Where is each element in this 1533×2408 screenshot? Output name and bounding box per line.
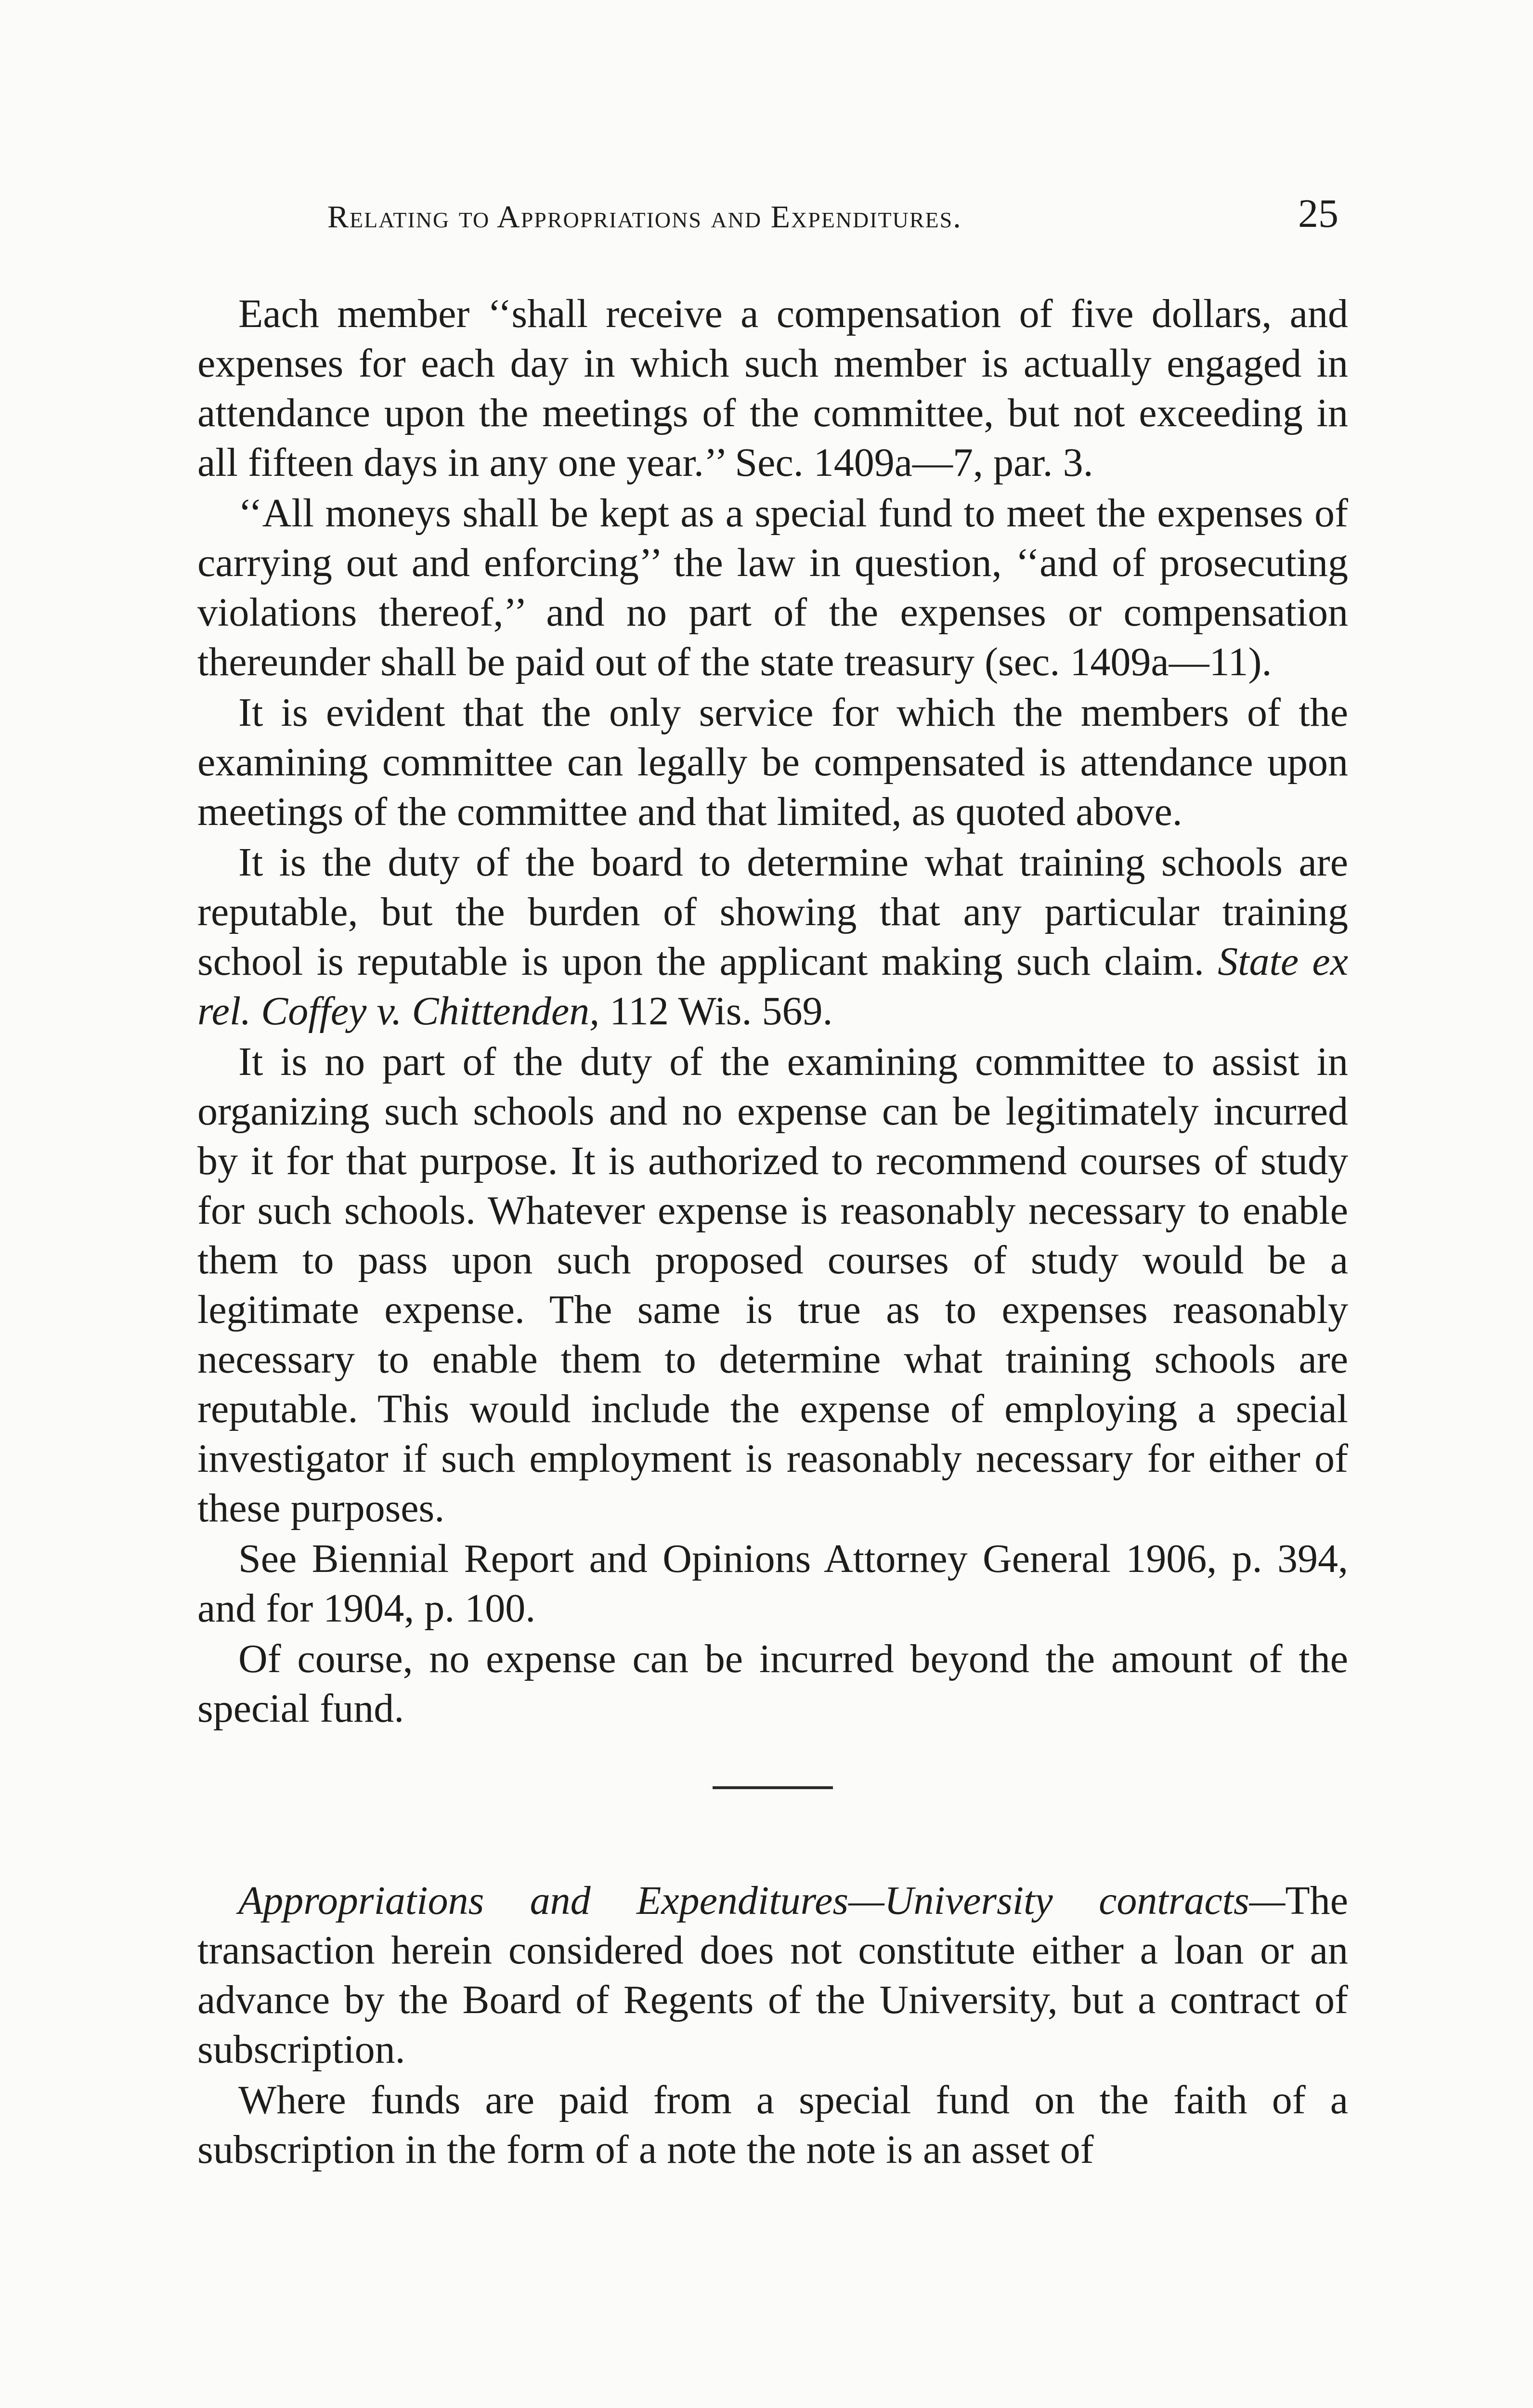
paragraph-reputable-text: It is the duty of the board to determine what training schools are reputable, but the burden of showing that any particular training school is reputable is upon the applicant making such claim.: [197, 840, 1348, 984]
reporter-citation: 112 Wis. 569.: [610, 989, 833, 1034]
section-divider: [713, 1786, 833, 1789]
paragraph-compensation: Each member ‘‘shall receive a compensation of five dollars, and expenses for each day in which such member is actually engaged in attendance upon the meetings of the committee, but not exceeding in all fifteen days in any one year.’’ Sec. 1409a—7, par. 3.: [197, 291, 1348, 485]
paragraph-special-fund: ‘‘All moneys shall be kept as a special fund to meet the expenses of carrying out and enforcing’’ the law in question, ‘‘and of prosecuting violations thereof,’’ and no part of the expenses or compensation thereunder shall be paid out of the state treasury (sec. 1409a—11).: [197, 491, 1348, 684]
paragraph-biennial-report: See Biennial Report and Opinions Attorney General 1906, p. 394, and for 1904, p. 100.: [197, 1536, 1348, 1631]
paragraph-reputable-schools: [197, 838, 1348, 1036]
running-title: Relating to Appropriations and Expenditures.: [327, 199, 962, 235]
case-citation: State ex rel. Coffey v. Chittenden,: [197, 939, 1348, 1034]
page-number: 25: [1298, 191, 1338, 236]
paragraph-note-asset: Where funds are paid from a special fund on the faith of a subscription in the form of a note the note is an asset of: [197, 2078, 1348, 2172]
body-text: [197, 289, 1348, 2175]
paragraph-evident-service: It is evident that the only service for which the members of the examining committee can legally be compensated is attendance upon meetings of the committee and that limited, as quoted above.: [197, 690, 1348, 834]
opinion-syllabus-text: The transaction herein considered does not constitute either a loan or an advance by the Board of Regents of the University, but a contract of subscription.: [197, 1878, 1348, 2072]
paragraph-examining-committee-duty: It is no part of the duty of the examining committee to assist in organizing such schools and no expense can be legitimately incurred by it for that purpose. It is authorized to recommend courses of study for such schools. Whatever expense is reasonably necessary to enable them to pass upon such proposed courses of study would be a legitimate expense. The same is true as to expenses reasonably necessary to enable them to determine what training schools are reputable. This would include the expense of employing a special investigator if such employment is reasonably necessary for either of these purposes.: [197, 1039, 1348, 1531]
paragraph-syllabus: [197, 1876, 1348, 2074]
paragraph-special-fund-limit: Of course, no expense can be incurred beyond the amount of the special fund.: [197, 1636, 1348, 1731]
running-head: [207, 190, 1338, 248]
opinion-topic-heading: Appropriations and Expenditures—University contracts—: [238, 1878, 1286, 1923]
